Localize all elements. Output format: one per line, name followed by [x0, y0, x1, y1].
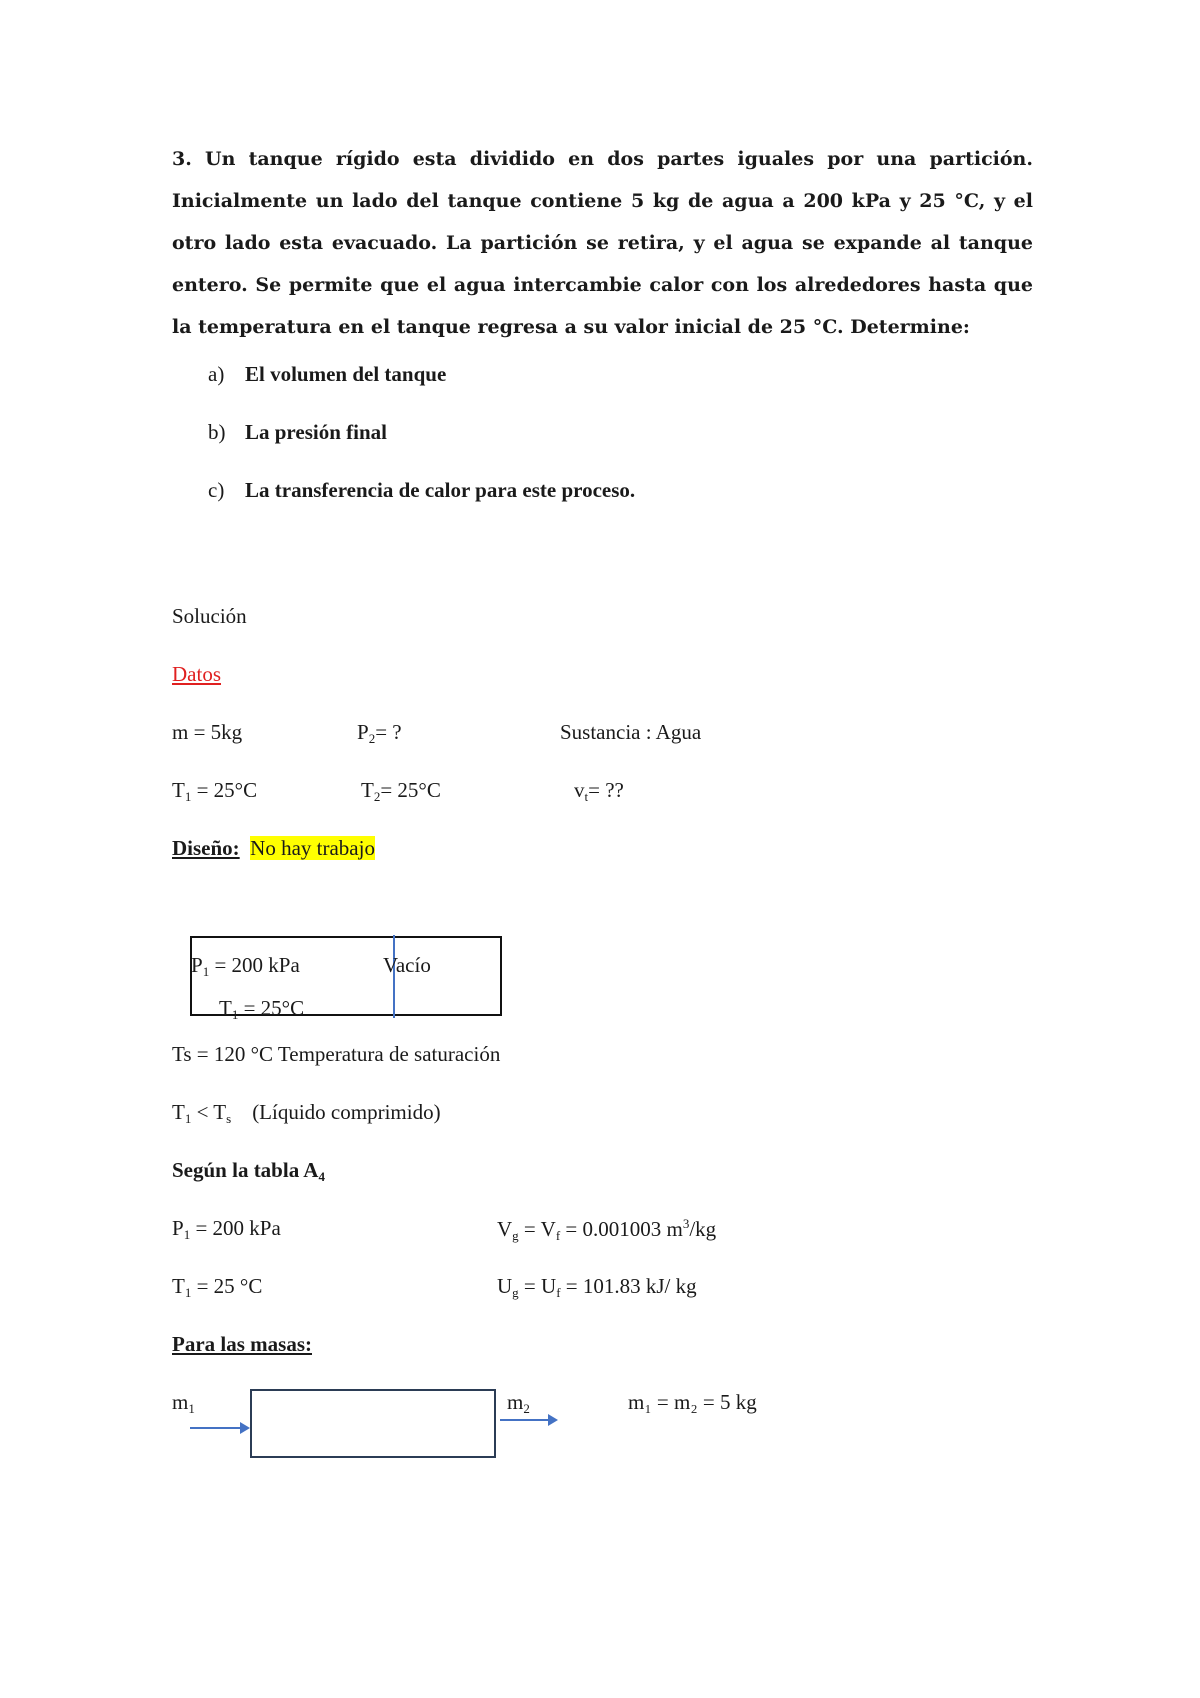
p2-value: $P_2=$ ?: [357, 720, 402, 746]
masses-heading: Para las masas:: [172, 1332, 312, 1356]
item-b: [208, 420, 387, 445]
item-text: El volumen del tanque: [245, 362, 447, 386]
item-letter: c): [208, 478, 225, 502]
diseno-label: Diseño:: [172, 836, 240, 860]
mass-balance: m₁ = m₂ = 5 kg: [628, 1390, 757, 1414]
table-t1: $T_1 = 25$ °C: [172, 1274, 263, 1300]
item-letter: b): [208, 420, 226, 444]
solution-heading: Solución: [172, 604, 247, 628]
tank-vacuum-label: Vacío: [383, 953, 431, 977]
item-text: La presión final: [245, 420, 387, 444]
table-p1: $P_1 = 200$ kPa: [172, 1216, 281, 1242]
table-internal-energy: $U_g = U_f = 101.83$ kJ/ kg: [497, 1274, 697, 1300]
tank-temperature: $T_1 = 25^\circ C$: [219, 996, 305, 1022]
temperature-comparison: $T_1 < T_s$ (Líquido comprimido): [172, 1100, 441, 1126]
diseno-value: No hay trabajo: [250, 836, 375, 860]
vt-value: $v_t=$ ??: [574, 778, 624, 804]
mass-in-label: $m_1$: [172, 1390, 195, 1416]
item-a: [208, 362, 446, 387]
control-volume-box: [250, 1389, 496, 1458]
problem-statement: 3. Un tanque rígido esta dividido en dos partes iguales por una partición. Inicialmente un lado del tanque contiene 5 kg de agua a 200 kPa y 25 °C, y el otro lado esta evacuado. La partición se retira, y el agua se expande al tanque entero. Se permite que el agua intercambie calor con los alrededores hasta que la temperatura en el tanque regresa a su valor inicial de 25 °C. Determine:: [172, 148, 1033, 338]
item-text: La transferencia de calor para este proceso.: [245, 478, 636, 502]
t1-value: $T_1 = 25^\circ C$: [172, 778, 258, 804]
substance-value: Sustancia : Agua: [560, 720, 702, 744]
diseno-line: [172, 836, 375, 861]
datos-heading: Datos: [172, 662, 221, 686]
tank-pressure: $P_1 = 200$ kPa: [191, 953, 300, 979]
t2-value: $T_2= 25^\circ C$: [361, 778, 441, 804]
mass-out-label: $m_2$: [507, 1390, 530, 1416]
item-c: [208, 478, 635, 503]
mass-value: m = 5kg: [172, 720, 243, 744]
item-letter: a): [208, 362, 225, 386]
saturation-temperature: Ts = 120 °C Temperatura de saturación: [172, 1042, 501, 1066]
mass-out-arrow: [498, 1412, 560, 1428]
mass-in-arrow: [188, 1420, 252, 1436]
table-reference: Según la tabla $A_4$: [172, 1158, 325, 1184]
table-specific-volume: $V_g = V_f = 0.001003$ $m^3/kg$: [497, 1216, 717, 1243]
